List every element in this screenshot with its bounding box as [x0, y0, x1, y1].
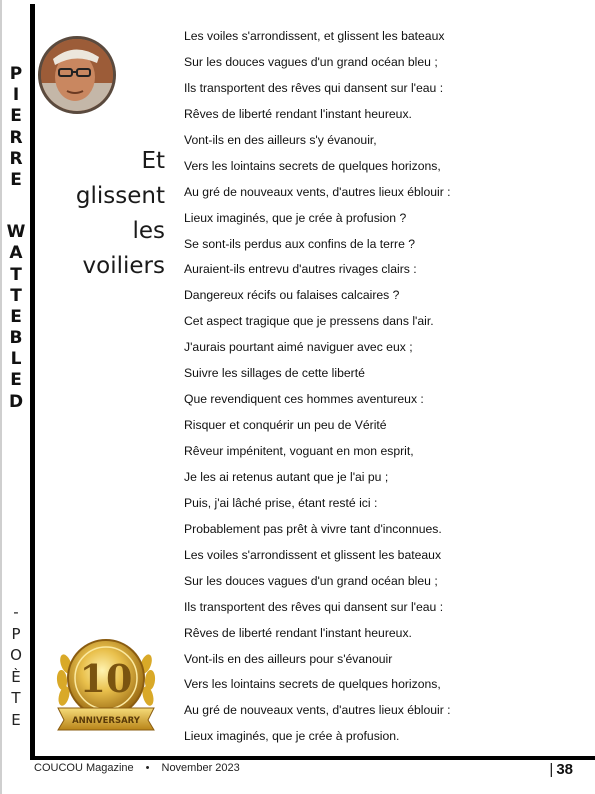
author-letter: T: [10, 285, 22, 306]
issue-date: November 2023: [161, 762, 240, 774]
poem-line: Je les ai retenus autant que je l'ai pu ;: [184, 469, 389, 484]
author-letter: E: [10, 306, 22, 327]
badge-label: ANNIVERSARY: [72, 716, 140, 726]
poem-line: Cet aspect tragique que je pressens dans l'air.: [184, 314, 434, 329]
poem-line: Lieux imaginés, que je crée à profusion.: [184, 729, 400, 744]
author-letter: L: [10, 349, 22, 370]
page-edge-shadow: [0, 0, 2, 794]
poem-line: Vont-ils en des ailleurs pour s'évanouir: [184, 651, 393, 666]
author-letter: P: [9, 64, 23, 84]
poem-line: Au gré de nouveaux vents, d'autres lieux éblouir :: [184, 184, 451, 199]
poem-line: Puis, j'ai lâché prise, étant resté ici :: [184, 495, 378, 510]
role-letters: [4, 624, 28, 732]
poem-title-line: les: [132, 218, 165, 244]
author-letter: R: [9, 127, 23, 148]
vertical-rule: [30, 4, 35, 756]
author-letter: D: [8, 391, 24, 412]
poem-line: Sur les douces vagues d'un grand océan bleu ;: [184, 54, 438, 69]
role-letter: T: [11, 689, 21, 707]
poem-line: J'aurais pourtant aimé naviguer avec eux ;: [184, 340, 413, 355]
author-avatar: [38, 36, 116, 114]
author-letter: I: [12, 85, 20, 106]
author-role-vertical: [4, 602, 28, 731]
poem-line: Ils transportent des rêves qui dansent sur l'eau :: [184, 599, 444, 614]
poem-body: [184, 24, 584, 750]
poem-line: Rêves de liberté rendant l'instant heureux.: [184, 625, 412, 640]
poem-line: Au gré de nouveaux vents, d'autres lieux éblouir :: [184, 703, 451, 718]
poem-line: Vers les lointains secrets de quelques horizons,: [184, 677, 441, 692]
poem-line: Suivre les sillages de cette liberté: [184, 366, 365, 381]
role-letter: O: [10, 646, 22, 664]
poem-title-line: voiliers: [82, 253, 165, 279]
poem-line: Se sont-ils perdus aux confins de la terre ?: [184, 236, 416, 251]
poem-title: [25, 144, 165, 284]
badge-number: 10: [79, 656, 133, 701]
author-letter: E: [10, 106, 22, 127]
page-number: 38: [556, 761, 573, 778]
poem-line: Vers les lointains secrets de quelques horizons,: [184, 158, 441, 173]
author-letter: E: [10, 370, 22, 391]
author-letter: B: [9, 328, 23, 349]
poem-line: Sur les douces vagues d'un grand océan bleu ;: [184, 573, 438, 588]
poem-line: Probablement pas prêt à vivre tant d'inconnues.: [184, 521, 442, 536]
poem-line: Auraient-ils entrevu d'autres rivages clairs :: [184, 262, 417, 277]
poem-title-line: Et: [141, 148, 165, 174]
poem-line: Les voiles s'arrondissent et glissent les bateaux: [184, 547, 442, 562]
poem-title-line: glissent: [75, 183, 165, 209]
poem-line: Les voiles s'arrondissent, et glissent les bateaux: [184, 29, 445, 43]
poem-line: Lieux imaginés, que je crée à profusion ?: [184, 210, 407, 225]
role-letter: E: [11, 710, 21, 729]
footer-separator: •: [145, 762, 150, 774]
poem-line: Risquer et conquérir un peu de Vérité: [184, 418, 387, 433]
author-letter: E: [10, 169, 22, 190]
author-letter: R: [9, 148, 23, 169]
author-letter: A: [9, 243, 23, 264]
footer-publication: [34, 760, 240, 776]
poem-line: Vont-ils en des ailleurs s'y évanouir,: [184, 132, 377, 147]
poem-line: Ils transportent des rêves qui dansent sur l'eau :: [184, 80, 444, 95]
author-photo: [41, 39, 113, 111]
poem-line: Que revendiquent ces hommes aventureux :: [184, 392, 424, 407]
role-dash: -: [13, 603, 19, 621]
author-letter: T: [10, 264, 22, 285]
poem-line: Rêveur impénitent, voguant en mon esprit,: [184, 444, 414, 458]
page-number-block: [549, 760, 573, 780]
anniversary-badge: [50, 624, 162, 736]
poem-line: Dangereux récifs ou falaises calcaires ?: [184, 288, 400, 303]
poem-line: Rêves de liberté rendant l'instant heureux.: [184, 106, 412, 121]
role-letter: P: [11, 624, 21, 643]
role-letter: È: [11, 667, 21, 686]
page-number-bar: |: [549, 761, 554, 778]
author-letter: W: [6, 222, 26, 243]
laurel-medal-icon: [50, 624, 162, 736]
magazine-name: COUCOU Magazine: [34, 762, 134, 774]
